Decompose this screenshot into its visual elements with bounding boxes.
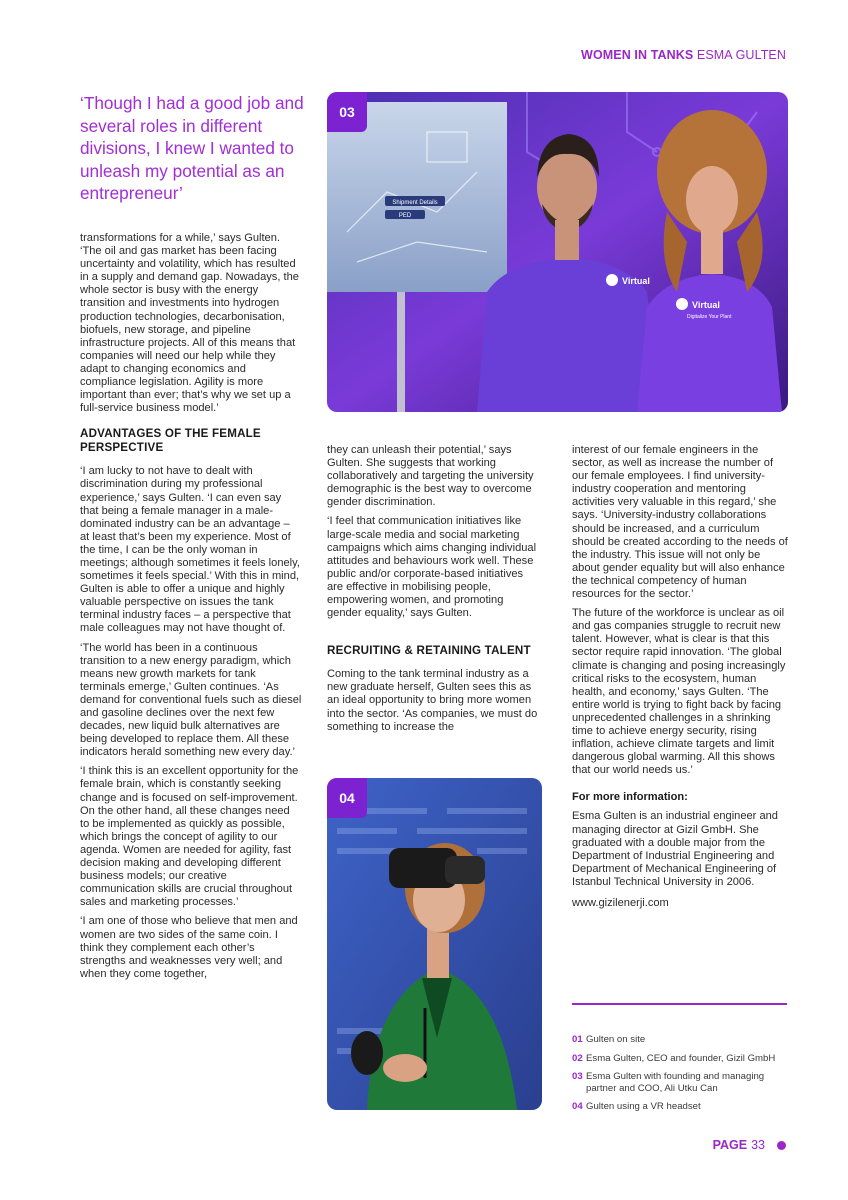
photo-03 [327, 92, 788, 412]
paragraph: they can unleash their potential,’ says Gulten. She suggests that working collaboratively and targeting the university demographic is the best way to overcome gender discrimination. [327, 444, 534, 509]
subheading-recruiting: RECRUITING & RETAINING TALENT [327, 644, 531, 658]
caption-item [572, 1034, 787, 1046]
caption-number: 04 [572, 1101, 583, 1112]
paragraph: ‘I think this is an excellent opportunity for the female brain, which is constantly seeking change and is focused on self-improvement. On the other hand, all these changes need to be implemented as quickly as possible, which brings the concept of agility to our agenda. Women are needed for agility, fast decision making and developing different business models; our creative communication skills are crucial throughout sales and marketing processes.’ [80, 765, 299, 909]
header-name: ESMA GULTEN [696, 48, 786, 62]
column-1 [80, 232, 302, 987]
paragraph: transformations for a while,’ says Gulten. ‘The oil and gas market has been facing uncertainty and volatility, which has resulted in a supply and demand gap. Nowadays, the whole sector is busy with the energy transition and investments into hydrogen production technologies, decarbonisation, biofuels, new storage, and pipeline infrastructure projects. All of this means that companies will need our help while they adapt to changing economics and compliance legislation. Agility is more important than ever; that’s why we set up a full-service business model.’ [80, 232, 299, 415]
header-section: WOMEN IN TANKS [581, 48, 694, 62]
caption-item [572, 1071, 787, 1094]
paragraph: Coming to the tank terminal industry as a new graduate herself, Gulten sees this as an ideal opportunity to bring more women into the sector. ‘As companies, we must do something to increase the [327, 668, 538, 733]
caption-item [572, 1101, 787, 1113]
page-dot-icon [777, 1141, 786, 1150]
paragraph: The future of the workforce is unclear as oil and gas companies struggle to recruit new talent. However, what is clear is that this sector require rapid innovation. ‘The global climate is changing and posing increasingly critical risks to the ecosystem, human health, and economy,’ says Gulten. ‘The entire world is trying to fight back by facing unprecedented challenges in a shrinking time to achieve energy security, rising inflation, achieve climate targets and limit dangerous global warming. All this shows that our world needs us.’ [572, 607, 786, 777]
subheading-female-perspective: ADVANTAGES OF THE FEMALE PERSPECTIVE [80, 427, 261, 455]
more-info-text: Esma Gulten is an industrial engineer and managing director at Gizil GmbH. She graduated with a double major from the Department of Industrial Engineering and Department of Mechanical Engineering of Istanbul Technical University in 2006. [572, 810, 778, 888]
column-2 [327, 444, 539, 740]
caption-text: Gulten using a VR headset [586, 1101, 701, 1112]
caption-text: Gulten on site [586, 1034, 646, 1045]
caption-item [572, 1053, 787, 1065]
page-footer [713, 1138, 786, 1152]
photo-03-image [327, 92, 788, 412]
shirt-logo-man: Virtual [622, 276, 650, 286]
column-3 [572, 444, 788, 916]
photo-tag-04: 04 [327, 778, 367, 818]
pull-quote: ‘Though I had a good job and several roles in different divisions, I knew I wanted to unleash my potential as an entrepreneur’ [80, 93, 304, 203]
caption-number: 03 [572, 1071, 583, 1082]
caption-text: Esma Gulten, CEO and founder, Gizil GmbH [586, 1052, 776, 1064]
page-number: 33 [751, 1138, 765, 1152]
running-header [581, 48, 786, 62]
more-info-title: For more information: [572, 791, 688, 804]
caption-number: 02 [572, 1052, 583, 1064]
shirt-logo-woman: Virtual [692, 300, 720, 310]
photo-tag-03: 03 [327, 92, 367, 132]
captions [572, 1034, 787, 1120]
paragraph: ‘I am lucky to not have to dealt with discrimination during my professional experience,’ says Gulten. ‘I can even say that being a female manager in a male-dominated industry can be an advantage – at least that’s been my experience. Most of the time, I can be the only woman in meetings; although sometimes it feels lonely, sometimes it feels special.’ With this in mind, Gulten is able to offer a unique and highly valuable perspective on issues the tank terminal industry faces – a perspective that male colleagues may not have thought of. [80, 465, 300, 635]
caption-text: Esma Gulten with founding and managing partner and COO, Ali Utku Can [586, 1071, 765, 1094]
paragraph: ‘I feel that communication initiatives like large-scale media and social marketing campaigns which aims changing individual attitudes and behaviours work well. These public and/or corporate-based initiatives are effective in mobilising people, empowering women, and promoting gender equality,’ says Gulten. [327, 515, 537, 620]
paragraph: ‘The world has been in a continuous transition to a new energy paradigm, which means new growth markets for tank terminals emerge,’ Gulten continues. ‘As demand for conventional fuels such as diesel and gasoline declines over the next few decades, new liquid bulk alternatives are being developed to replace them. All these indicators herald something new every day.’ [80, 641, 302, 759]
paragraph: ‘I am one of those who believe that men and women are two sides of the same coin. I think they complement each other’s strengths and weaknesses very well; and when they come together, [80, 915, 298, 980]
screen-text-1: Shipment Details [392, 200, 438, 206]
photo-04-image [327, 778, 542, 1110]
photo-04 [327, 778, 542, 1110]
website-link[interactable]: www.gizilenerji.com [572, 897, 669, 909]
paragraph: interest of our female engineers in the sector, as well as increase the number of our female employees. I find university-industry cooperation and mentoring activities very valuable in this regard,’ she says. ‘University-industry collaborations should be increased, and a curriculum should be created according to the needs of the industry. This issue will not only be about gender equality but will also enhance the technical competency of human resources for the sector.’ [572, 444, 788, 601]
shirt-tagline: Digitalize Your Plant [687, 314, 732, 320]
screen-text-2: PED [398, 213, 412, 219]
divider [572, 1003, 787, 1005]
page-label: PAGE [712, 1138, 748, 1152]
caption-number: 01 [572, 1034, 583, 1045]
